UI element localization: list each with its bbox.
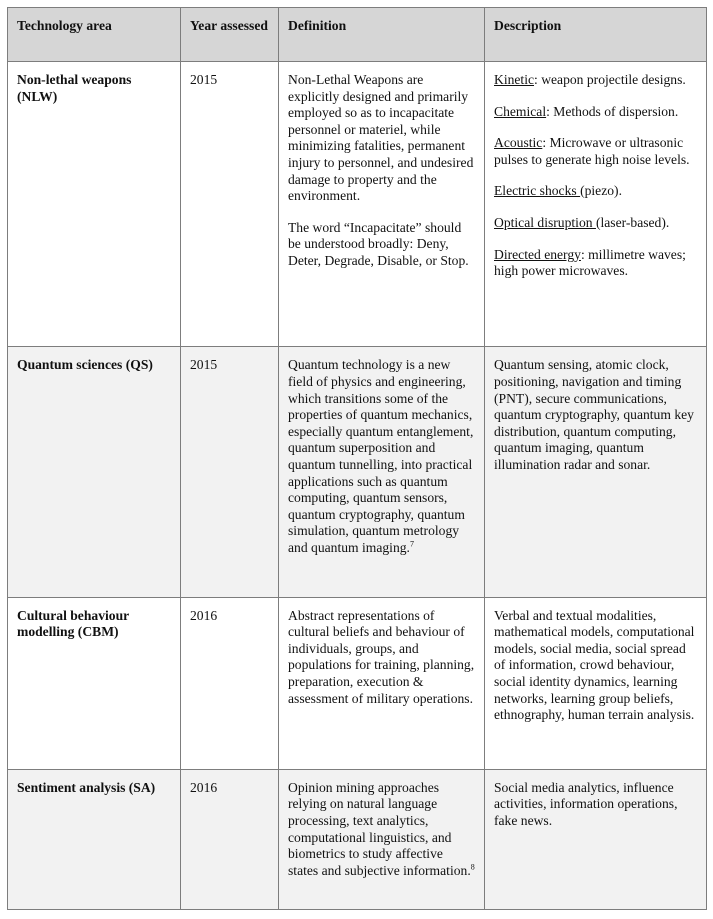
description-term: Acoustic (494, 135, 543, 151)
description-text: : weapon projectile designs. (534, 72, 686, 88)
year-cell: 2015 (181, 347, 279, 597)
description-item (494, 215, 698, 232)
year-cell: 2015 (181, 62, 279, 347)
definition-cell (279, 769, 485, 909)
definition-text: Opinion mining approaches relying on natural language processing, text analytics, computational linguistics, and biometrics to study affective states and subjective information. (288, 779, 471, 878)
description-text: : Methods of dispersion. (546, 103, 679, 119)
description-item (494, 135, 698, 168)
table-row (8, 769, 707, 909)
description-cell: Social media analytics, influence activities, information operations, fake news. (485, 769, 707, 909)
description-term: Optical disruption (494, 215, 596, 231)
description-cell: Quantum sensing, atomic clock, positioning, navigation and timing (PNT), secure communications, quantum cryptography, quantum key distribution, quantum computing, quantum imaging, quantum illumination radar and sonar. (485, 347, 707, 597)
description-cell: Verbal and textual modalities, mathematical models, computational models, social media, social spread of information, crowd behaviour, social identity dynamics, learning networks, learning group beliefs, ethnography, human terrain analysis. (485, 597, 707, 769)
area-cell: Cultural behaviour modelling (CBM) (8, 597, 181, 769)
table-row (8, 347, 707, 597)
description-term: Chemical (494, 103, 547, 119)
definition-cell (279, 347, 485, 597)
description-term: Kinetic (494, 72, 535, 88)
header-year-assessed: Year assessed (181, 8, 279, 62)
description-item (494, 104, 698, 121)
description-term: Directed energy (494, 246, 581, 262)
area-cell: Quantum sciences (QS) (8, 347, 181, 597)
table-row (8, 597, 707, 769)
definition-text: Quantum technology is a new field of physics and engineering, which transitions some of the properties of quantum mechanics, especially quantum entanglement, quantum superposition and quantum tunnelling, into practical applications such as quantum computing, quantum sensors, quantum cryptography, quantum simulation, quantum metrology and quantum imaging. (288, 357, 474, 555)
description-item (494, 183, 698, 200)
definition-paragraph: The word “Incapacitate” should be understood broadly: Deny, Deter, Degrade, Disable, or Stop. (288, 219, 469, 268)
description-text: : millimetre waves; high power microwaves. (494, 246, 686, 279)
footnote-ref: 7 (409, 539, 414, 549)
table-row (8, 62, 707, 347)
area-cell: Non-lethal weapons (NLW) (8, 62, 181, 347)
definition-cell (279, 62, 485, 347)
description-text: (laser-based). (595, 215, 670, 231)
definition-paragraph: Non-Lethal Weapons are explicitly designed and primarily employed so as to incapacitate personnel or materiel, while minimizing fatalities, permanent injury to personnel, and undesired damage to property and the environment. (288, 72, 474, 204)
year-cell: 2016 (181, 769, 279, 909)
description-text: : Microwave or ultrasonic pulses to generate high noise levels. (494, 135, 690, 167)
year-cell: 2016 (181, 597, 279, 769)
footnote-ref: 8 (470, 862, 475, 872)
definition-cell: Abstract representations of cultural beliefs and behaviour of individuals, groups, and populations for training, planning, preparation, execution & assessment of military operations. (279, 597, 485, 769)
description-item (494, 247, 698, 280)
header-definition: Definition (279, 8, 485, 62)
header-technology-area: Technology area (8, 8, 181, 62)
description-cell (485, 62, 707, 347)
header-row (8, 8, 707, 62)
area-cell: Sentiment analysis (SA) (8, 769, 181, 909)
header-description: Description (485, 8, 707, 62)
description-term: Electric shocks (494, 183, 581, 199)
technology-table (7, 7, 707, 910)
description-item (494, 72, 698, 89)
description-text: (piezo). (580, 183, 622, 199)
